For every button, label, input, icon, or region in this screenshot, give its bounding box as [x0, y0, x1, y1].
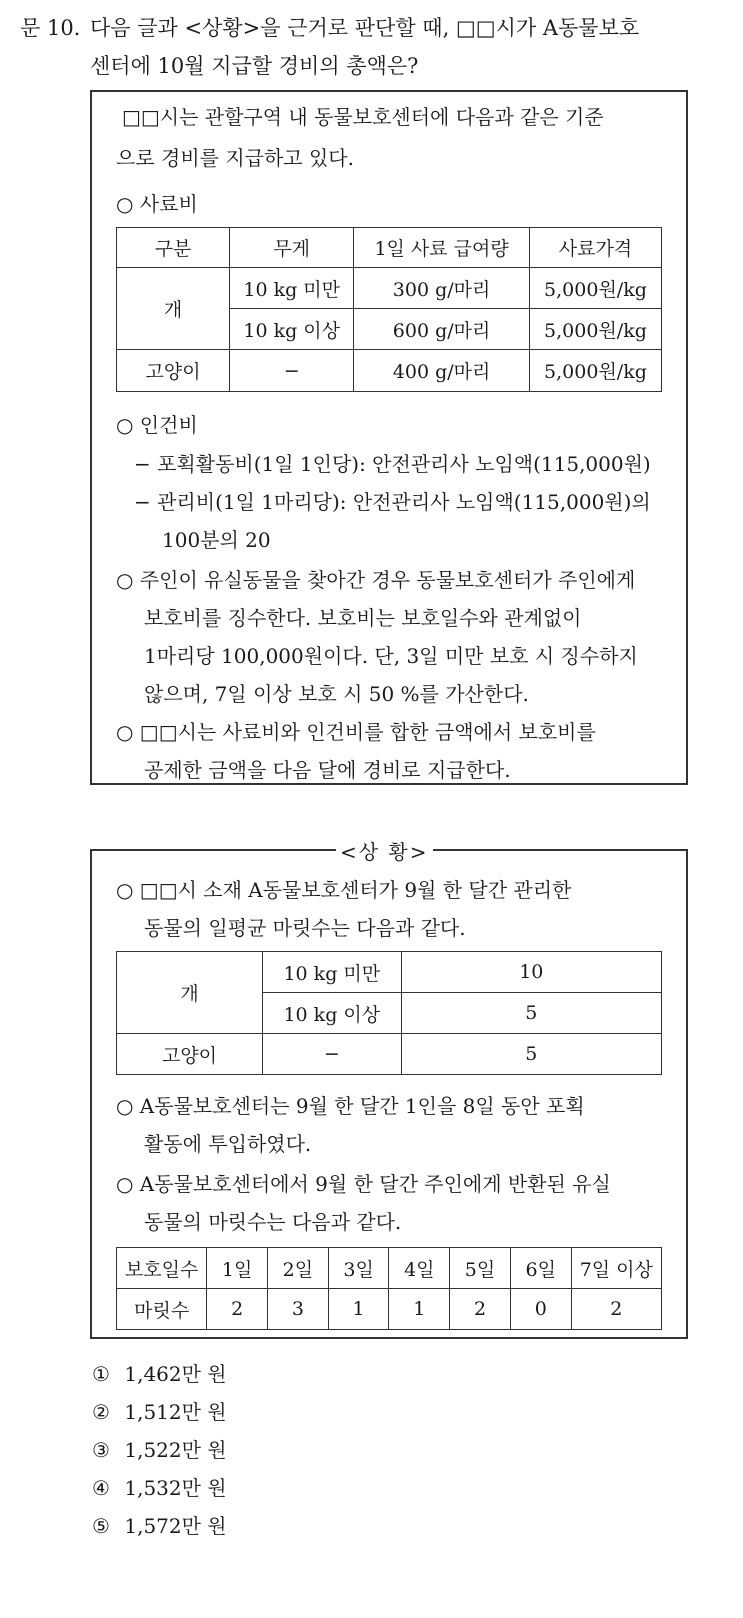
question-text-line2: 센터에 10월 지급할 경비의 총액은? [90, 54, 419, 78]
labor-management-cost-line1: − 관리비(1일 1마리당): 안전관리사 노임액(115,000원)의 [134, 490, 651, 514]
returned-animals-table [116, 1247, 662, 1330]
table-cell: 10 kg 미만 [263, 952, 402, 993]
count-cat-label: 고양이 [117, 1034, 263, 1075]
table-cell: 1 [328, 1289, 389, 1330]
animal-count-table [116, 951, 662, 1075]
choice-1[interactable] [92, 1358, 227, 1387]
choice-mark: ③ [92, 1438, 110, 1462]
table-cell: 5 [401, 1034, 661, 1075]
table-cell: 0 [510, 1289, 571, 1330]
table-cell: 10 kg 미만 [230, 268, 354, 309]
situation-item2-line2: 활동에 투입하였다. [144, 1132, 312, 1156]
choice-text: 1,572만 원 [124, 1514, 227, 1538]
labor-management-cost-line2: 100분의 20 [162, 528, 271, 552]
choice-text: 1,532만 원 [124, 1476, 227, 1500]
feed-heading: ○ 사료비 [116, 192, 198, 216]
table-cell: 2 [207, 1289, 268, 1330]
choice-text: 1,512만 원 [124, 1400, 227, 1424]
payment-rule-line2: 공제한 금액을 다음 달에 경비로 지급한다. [144, 758, 511, 782]
choice-mark: ① [92, 1362, 110, 1386]
feed-dog-label: 개 [117, 268, 230, 350]
payment-rule-line1: ○ □□시는 사료비와 인건비를 합한 금액에서 보호비를 [116, 720, 596, 744]
return-count-label: 마릿수 [117, 1289, 207, 1330]
feed-header-amount: 1일 사료 급여량 [354, 228, 530, 268]
table-cell: 2 [450, 1289, 511, 1330]
fee-rule-line4: 않으며, 7일 이상 보호 시 50 %를 가산한다. [144, 682, 529, 706]
table-cell: 4일 [389, 1248, 450, 1289]
table-cell: 600 g/마리 [354, 309, 530, 350]
table-cell: − [230, 350, 354, 392]
table-cell: 5,000원/kg [529, 268, 661, 309]
table-cell: 10 kg 이상 [230, 309, 354, 350]
question-number: 문 10. [20, 16, 81, 40]
situation-item1-line1: ○ □□시 소재 A동물보호센터가 9월 한 달간 관리한 [116, 878, 572, 902]
situation-item3-line2: 동물의 마릿수는 다음과 같다. [144, 1210, 402, 1234]
table-cell: 5일 [450, 1248, 511, 1289]
table-cell: − [263, 1034, 402, 1075]
choice-mark: ⑤ [92, 1514, 110, 1538]
table-cell: 3 [268, 1289, 329, 1330]
choice-mark: ④ [92, 1476, 110, 1500]
choice-3[interactable] [92, 1434, 227, 1463]
situation-item1-line2: 동물의 일평균 마릿수는 다음과 같다. [144, 916, 466, 940]
fee-rule-line3: 1마리당 100,000원이다. 단, 3일 미만 보호 시 징수하지 [144, 644, 638, 668]
table-cell: 2일 [268, 1248, 329, 1289]
table-cell: 2 [571, 1289, 661, 1330]
table-cell: 5,000원/kg [529, 350, 661, 392]
feed-cat-label: 고양이 [117, 350, 230, 392]
labor-heading: ○ 인건비 [116, 413, 198, 437]
fee-rule-line2: 보호비를 징수한다. 보호비는 보호일수와 관계없이 [144, 606, 582, 630]
table-cell: 10 kg 이상 [263, 993, 402, 1034]
feed-header-price: 사료가격 [529, 228, 661, 268]
count-dog-label: 개 [117, 952, 263, 1034]
table-cell: 7일 이상 [571, 1248, 661, 1289]
table-cell: 400 g/마리 [354, 350, 530, 392]
labor-capture-cost: − 포획활동비(1일 1인당): 안전관리사 노임액(115,000원) [134, 452, 651, 476]
return-days-label: 보호일수 [117, 1248, 207, 1289]
table-cell: 6일 [510, 1248, 571, 1289]
choice-4[interactable] [92, 1472, 227, 1501]
table-cell: 1일 [207, 1248, 268, 1289]
choice-5[interactable] [92, 1510, 227, 1539]
table-cell: 3일 [328, 1248, 389, 1289]
table-cell: 5,000원/kg [529, 309, 661, 350]
rules-intro-line1: □□시는 관할구역 내 동물보호센터에 다음과 같은 기준 [122, 105, 604, 129]
situation-item2-line1: ○ A동물보호센터는 9월 한 달간 1인을 8일 동안 포획 [116, 1094, 585, 1118]
table-cell: 5 [401, 993, 661, 1034]
table-cell: 300 g/마리 [354, 268, 530, 309]
choice-text: 1,522만 원 [124, 1438, 227, 1462]
choice-2[interactable] [92, 1396, 227, 1425]
choice-text: 1,462만 원 [124, 1362, 227, 1386]
table-cell: 1 [389, 1289, 450, 1330]
feed-header-weight: 무게 [230, 228, 354, 268]
question-text-line1: 다음 글과 <상황>을 근거로 판단할 때, □□시가 A동물보호 [90, 16, 640, 40]
table-cell: 10 [401, 952, 661, 993]
situation-item3-line1: ○ A동물보호센터에서 9월 한 달간 주인에게 반환된 유실 [116, 1172, 611, 1196]
fee-rule-line1: ○ 주인이 유실동물을 찾아간 경우 동물보호센터가 주인에게 [116, 568, 636, 592]
feed-header-category: 구분 [117, 228, 230, 268]
feed-table [116, 227, 662, 392]
situation-title: <상 황> [336, 836, 433, 865]
rules-intro-line2: 으로 경비를 지급하고 있다. [116, 146, 354, 170]
choice-mark: ② [92, 1400, 110, 1424]
